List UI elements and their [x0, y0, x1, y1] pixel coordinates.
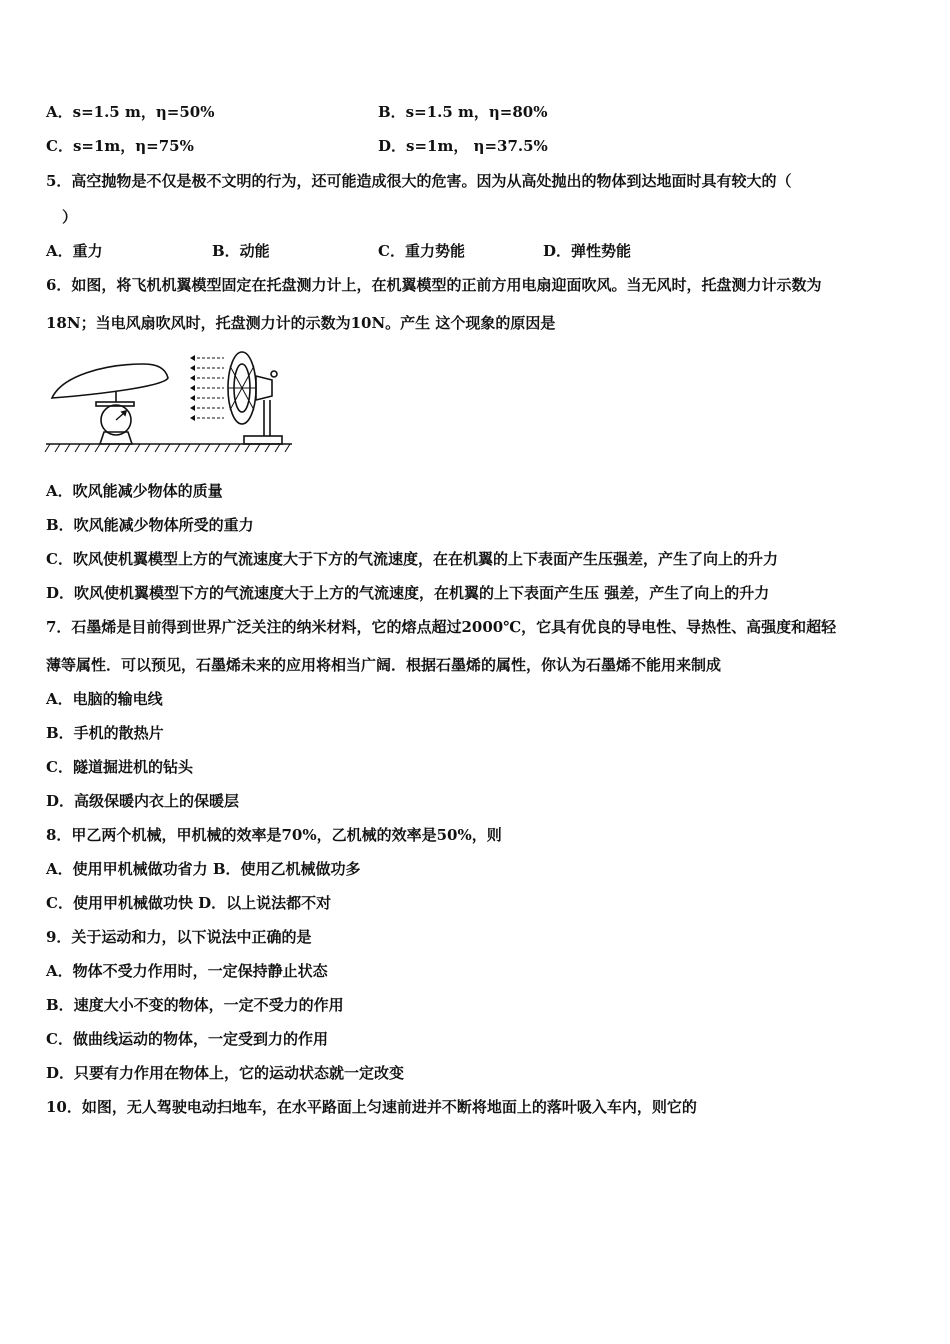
ground-hatching	[45, 444, 290, 452]
wing-fan-figure	[44, 346, 294, 458]
scale-needle	[116, 413, 124, 420]
fan-base	[244, 436, 282, 444]
q6-option-c: C．吹风使机翼模型上方的气流速度大于下方的气流速度，在在机翼的上下表面产生压强差，产生了向上的升力	[46, 550, 778, 568]
q5-option-a: A．重力	[46, 242, 103, 260]
q9-option-b: B．速度大小不变的物体，一定不受力的作用	[46, 996, 344, 1014]
q4-option-c: C．s=1m，η=75%	[46, 137, 194, 155]
q7-option-a: A．电脑的输电线	[46, 690, 163, 708]
q6-stem-line-2: 18N；当电风扇吹风时，托盘测力计的示数为10N。产生 这个现象的原因是	[46, 314, 556, 332]
q7-stem-line-2: 薄等属性．可以预见，石墨烯未来的应用将相当广阔．根据石墨烯的属性，你认为石墨烯不能用来制成	[46, 656, 722, 674]
q5-option-c: C．重力势能	[378, 242, 465, 260]
q6-stem-line-1: 6．如图，将飞机机翼模型固定在托盘测力计上，在机翼模型的正前方用电扇迎面吹风。当无风时，托盘测力计示数为	[46, 276, 822, 294]
q4-option-b: B．s=1.5 m，η=80%	[378, 103, 548, 121]
q9-stem: 9．关于运动和力，以下说法中正确的是	[46, 928, 312, 946]
fan-knob	[271, 371, 277, 377]
q5-option-b: B．动能	[212, 242, 270, 260]
q7-option-d: D．高级保暖内衣上的保暖层	[46, 792, 240, 810]
q8-options-ab: A．使用甲机械做功省力 B．使用乙机械做功多	[46, 860, 361, 878]
q5-option-d: D．弹性势能	[543, 242, 632, 260]
wing-model	[52, 364, 168, 398]
scale-base	[100, 432, 132, 444]
q9-option-d: D．只要有力作用在物体上，它的运动状态就一定改变	[46, 1064, 405, 1082]
q4-option-d: D．s=1m， η=37.5%	[378, 137, 548, 155]
q7-stem-line-1: 7．石墨烯是目前得到世界广泛关注的纳米材料，它的熔点超过2000℃，它具有优良的导电性、导热性、高强度和超轻	[46, 618, 837, 636]
q8-stem: 8．甲乙两个机械，甲机械的效率是70%，乙机械的效率是50%，则	[46, 826, 502, 844]
wind-arrowheads	[190, 355, 195, 421]
q9-option-c: C．做曲线运动的物体，一定受到力的作用	[46, 1030, 328, 1048]
q6-option-b: B．吹风能减少物体所受的重力	[46, 516, 254, 534]
q10-stem: 10．如图，无人驾驶电动扫地车，在水平路面上匀速前进并不断将地面上的落叶吸入车内，则它的	[46, 1098, 697, 1116]
q4-option-a: A．s=1.5 m，η=50%	[46, 103, 215, 121]
q9-option-a: A．物体不受力作用时，一定保持静止状态	[46, 962, 328, 980]
q6-option-d: D．吹风使机翼模型下方的气流速度大于上方的气流速度，在机翼的上下表面产生压 强差，产生了向上的升力	[46, 584, 770, 602]
q6-option-a: A．吹风能减少物体的质量	[46, 482, 223, 500]
q7-option-c: C．隧道掘进机的钻头	[46, 758, 193, 776]
wing-fan-diagram	[44, 346, 294, 458]
q5-stem-line-1: 5．高空抛物是不仅是极不文明的行为，还可能造成很大的危害。因为从高处抛出的物体到达地面时具有较大的（	[46, 172, 792, 190]
q5-stem-line-2: ）	[62, 208, 78, 226]
q7-option-b: B．手机的散热片	[46, 724, 164, 742]
wind-arrows	[192, 358, 224, 418]
q8-options-cd: C．使用甲机械做功快 D．以上说法都不对	[46, 894, 332, 912]
fan-motor	[256, 376, 272, 400]
